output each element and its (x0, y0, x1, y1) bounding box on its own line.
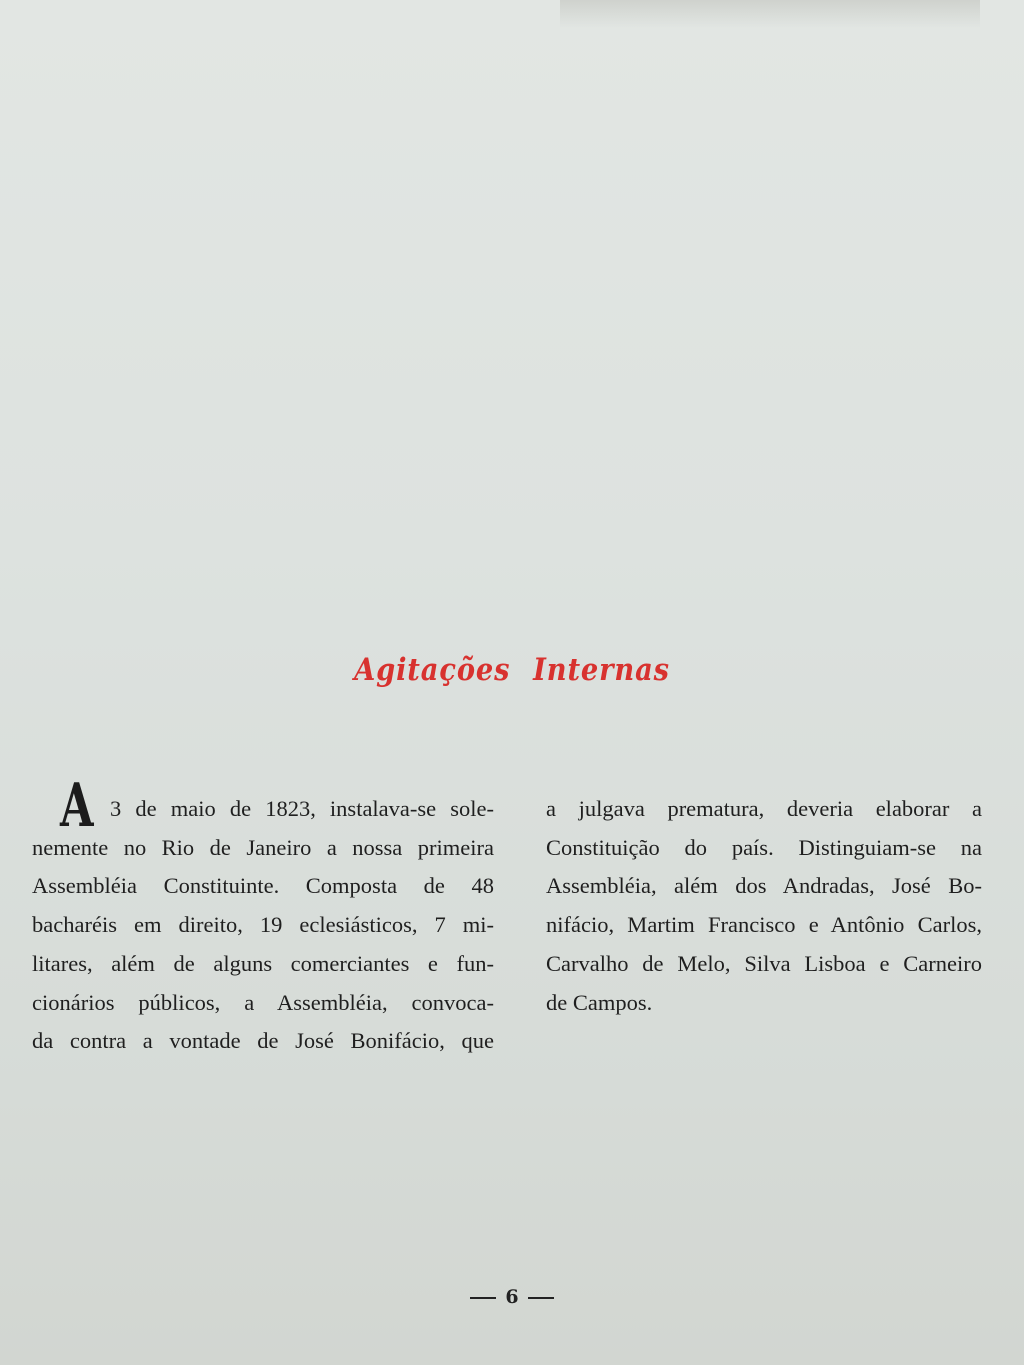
text-line: da contra a vontade de José Bonifácio, que (32, 1028, 494, 1054)
text-line: Assembléia Constituinte. Composta de 48 (32, 873, 494, 899)
dash-left (470, 1297, 496, 1299)
page-title: Agitações Internas (354, 652, 670, 688)
text-line: 3 de maio de 1823, instalava-se sole- (110, 796, 494, 821)
drop-cap: A (60, 771, 94, 841)
text-line: a julgava prematura, deveria elaborar a (546, 796, 982, 821)
page-footer (0, 1286, 1024, 1308)
text-line: Carvalho de Melo, Silva Lisboa e Carneiro (546, 950, 982, 976)
text-line: de Campos. (546, 989, 653, 1015)
right-column (546, 790, 982, 1022)
text-line: bacharéis em direito, 19 eclesiásticos, 7 mi- (32, 912, 494, 938)
text-line: nemente no Rio de Janeiro a nossa primeira (32, 834, 494, 860)
page-edge-shadow (560, 0, 980, 28)
left-column (32, 790, 494, 1061)
text-line: nifácio, Martim Francisco e Antônio Carlos, (546, 912, 982, 938)
text-line: Assembléia, além dos Andradas, José Bo- (546, 873, 982, 899)
text-line: Constituição do país. Distinguiam-se na (546, 834, 982, 860)
dash-right (528, 1297, 554, 1299)
text-line: cionários públicos, a Assembléia, convoca- (32, 989, 494, 1015)
page-number: 6 (505, 1286, 519, 1308)
text-line: litares, além de alguns comerciantes e fun- (32, 950, 494, 976)
